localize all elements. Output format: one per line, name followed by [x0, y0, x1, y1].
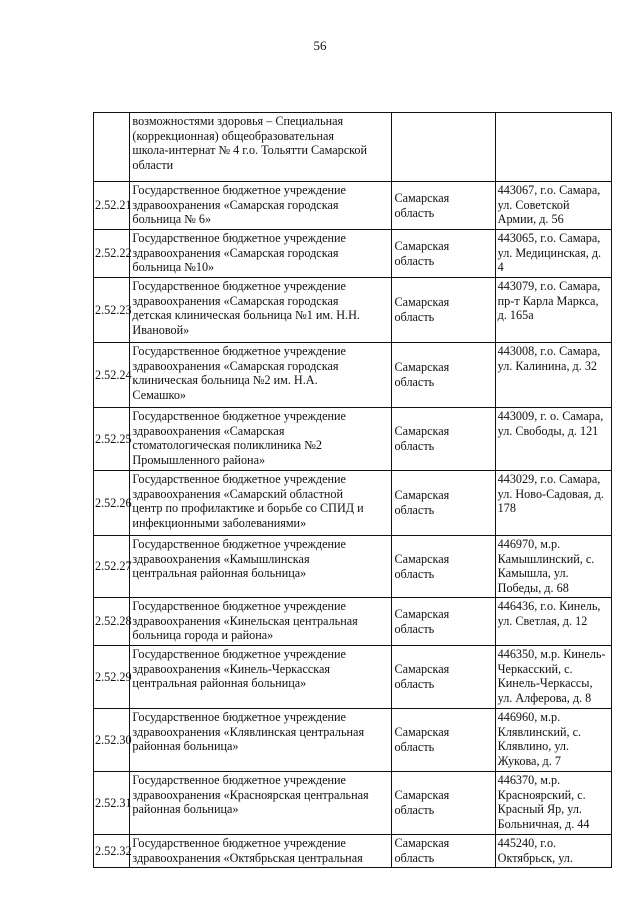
address [495, 278, 611, 343]
region-line: Самарская [394, 551, 450, 566]
region-line: область [394, 566, 435, 581]
institution-name-line: здравоохранения «Октябрьская центральная [132, 850, 363, 865]
region-line: область [394, 803, 435, 817]
table-row [94, 230, 612, 278]
region [392, 772, 495, 835]
address-line: Красноярский, с. [497, 787, 586, 802]
institution-name-line: больница города и района» [132, 628, 274, 643]
address-line: Армии, д. 56 [497, 212, 564, 227]
institution-name-line: Государственное бюджетное учреждение [132, 836, 346, 850]
institution-name-line: здравоохранения «Самарский областной [132, 486, 344, 501]
institution-name-line: области [132, 157, 174, 172]
region-line: Самарская [394, 424, 450, 439]
address-line: 445240, г.о. [497, 836, 557, 850]
address-line: Камышла, ул. [497, 566, 569, 581]
region-line: Самарская [394, 295, 450, 310]
region-line: область [394, 375, 435, 389]
table-row [94, 598, 612, 646]
institution-name [130, 408, 392, 471]
table-row [94, 772, 612, 835]
row-number: 2.52.21 [94, 182, 130, 230]
institution-name-line: здравоохранения «Самарская городская [132, 245, 339, 260]
page-number: 56 [313, 38, 327, 53]
address-line: 446370, м.р. [497, 773, 561, 787]
address-line: ул. Свободы, д. 121 [497, 423, 599, 438]
row-number: 2.52.23 [94, 278, 130, 343]
address-line: 443067, г.о. Самара, [497, 183, 601, 197]
institution-name-line: Государственное бюджетное учреждение [132, 344, 346, 358]
address-line: ул. Калинина, д. 32 [497, 358, 598, 373]
institution-name-line: центральная районная больница» [132, 676, 307, 691]
address [495, 598, 611, 646]
region-line: область [394, 740, 435, 754]
region-line: область [394, 677, 435, 691]
table-row [94, 113, 612, 182]
institution-name [130, 230, 392, 278]
institution-name [130, 182, 392, 230]
institution-name [130, 835, 392, 868]
institution-name-line: стоматологическая поликлиника №2 [132, 438, 322, 453]
address-line: 443009, г. о. Самара, [497, 409, 604, 423]
row-number: 2.52.31 [94, 772, 130, 835]
address-line: Клявлинский, с. [497, 724, 582, 739]
address-line: ул. Светлая, д. 12 [497, 613, 588, 628]
row-number: 2.52.29 [94, 646, 130, 709]
institution-name-line: Семашко» [132, 387, 187, 402]
table-row [94, 408, 612, 471]
institution-name-line: здравоохранения «Кинель-Черкасская [132, 661, 331, 676]
address-line: 4 [497, 260, 504, 275]
institution-name [130, 343, 392, 408]
region-line: область [394, 621, 435, 636]
table-row [94, 646, 612, 709]
table-row [94, 709, 612, 772]
region [392, 113, 495, 182]
institution-name-line: Ивановой» [132, 322, 190, 337]
region-line: Самарская [394, 788, 450, 803]
address-line: Красный Яр, ул. [497, 802, 582, 817]
institution-name-line: здравоохранения «Красноярская центральная [132, 787, 369, 802]
row-number: 2.52.25 [94, 408, 130, 471]
institution-name [130, 709, 392, 772]
institution-name-line: больница № 6» [132, 212, 212, 227]
address [495, 230, 611, 278]
institution-name-line: центральная районная больница» [132, 566, 307, 581]
institution-name-line: здравоохранения «Клявлинская центральная [132, 724, 365, 739]
region-line: область [394, 310, 435, 324]
address-line: пр-т Карла Маркса, [497, 293, 599, 308]
address-line: 443008, г.о. Самара, [497, 344, 601, 358]
region-line: Самарская [394, 725, 450, 740]
institution-name [130, 646, 392, 709]
region [392, 278, 495, 343]
institution-name-line: здравоохранения «Самарская городская [132, 197, 339, 212]
institution-name-line: возможностями здоровья – Специальная [132, 114, 344, 128]
address [495, 471, 611, 536]
address-line: Клявлино, ул. [497, 739, 570, 754]
address-line: Камышлинский, с. [497, 551, 595, 566]
institution-name-line: здравоохранения «Самарская городская [132, 293, 339, 308]
address-line: ул. Ново-Садовая, д. [497, 486, 604, 501]
table-row [94, 536, 612, 598]
institution-name-line: Государственное бюджетное учреждение [132, 537, 346, 551]
address-line: 178 [497, 501, 516, 516]
institution-name-line: Государственное бюджетное учреждение [132, 472, 346, 486]
region-line: Самарская [394, 238, 450, 253]
address [495, 835, 611, 868]
institution-name-line: детская клиническая больница №1 им. Н.Н. [132, 308, 360, 323]
table-row [94, 182, 612, 230]
institution-name-line: инфекционными заболеваниями» [132, 515, 307, 530]
institution-name-line: здравоохранения «Камышлинская [132, 551, 310, 566]
region [392, 471, 495, 536]
region-line: Самарская [394, 606, 450, 621]
institution-name-line: (коррекционная) общеобразовательная [132, 128, 335, 143]
address-line: ул. Медицинская, д. [497, 245, 602, 260]
institution-name [130, 471, 392, 536]
table-row [94, 343, 612, 408]
address-line: ул. Алферова, д. 8 [497, 690, 592, 705]
address [495, 772, 611, 835]
address-line: Жукова, д. 7 [497, 753, 561, 768]
institution-name [130, 598, 392, 646]
address-line: 446436, г.о. Кинель, [497, 599, 601, 613]
region [392, 598, 495, 646]
row-number: 2.52.22 [94, 230, 130, 278]
institution-name-line: здравоохранения «Самарская городская [132, 358, 339, 373]
address-line: Кинель-Черкассы, [497, 676, 593, 691]
region [392, 709, 495, 772]
table-row [94, 278, 612, 343]
address [495, 408, 611, 471]
region [392, 835, 495, 868]
region [392, 182, 495, 230]
table-body [94, 113, 612, 868]
institution-name-line: центр по профилактике и борьбе со СПИД и [132, 501, 364, 516]
row-number: 2.52.32 [94, 835, 130, 868]
address [495, 536, 611, 598]
address-line: 443065, г.о. Самара, [497, 231, 601, 245]
address-line: Победы, д. 68 [497, 580, 569, 595]
row-number: 2.52.24 [94, 343, 130, 408]
region-line: область [394, 253, 435, 268]
address-line: 443079, г.о. Самара, [497, 279, 601, 293]
institutions-table [93, 112, 612, 868]
institution-name-line: Государственное бюджетное учреждение [132, 710, 346, 724]
address-line: ул. Советской [497, 197, 570, 212]
row-number [94, 113, 130, 182]
table-row [94, 471, 612, 536]
region-line: область [394, 439, 435, 453]
institution-name-line: Государственное бюджетное учреждение [132, 773, 346, 787]
address-line: Больничная, д. 44 [497, 816, 590, 831]
region [392, 343, 495, 408]
address [495, 343, 611, 408]
address [495, 646, 611, 709]
region-line: область [394, 851, 435, 865]
institution-name-line: Промышленного района» [132, 452, 266, 467]
region-line: Самарская [394, 190, 450, 205]
institution-name-line: школа-интернат № 4 г.о. Тольятти Самарской [132, 143, 368, 158]
address-line: 446960, м.р. [497, 710, 561, 724]
region-line: Самарская [394, 360, 450, 375]
institution-name-line: больница №10» [132, 260, 215, 275]
address-line: Октябрьск, ул. [497, 850, 573, 865]
address [495, 182, 611, 230]
institution-name-line: здравоохранения «Самарская [132, 423, 285, 438]
region-line: Самарская [394, 488, 450, 503]
address [495, 113, 611, 182]
table-row [94, 835, 612, 868]
institution-name [130, 113, 392, 182]
region [392, 536, 495, 598]
address-line: 446970, м.р. [497, 537, 561, 551]
region-line: Самарская [394, 836, 450, 851]
row-number: 2.52.30 [94, 709, 130, 772]
institution-name-line: Государственное бюджетное учреждение [132, 231, 346, 245]
address [495, 709, 611, 772]
region-line: область [394, 205, 435, 220]
row-number: 2.52.28 [94, 598, 130, 646]
address-line: 446350, м.р. Кинель- [497, 647, 606, 661]
region [392, 230, 495, 278]
region-line: Самарская [394, 662, 450, 677]
institution-name-line: клиническая больница №2 им. Н.А. [132, 373, 318, 388]
institution-name-line: районная больница» [132, 739, 239, 754]
institution-name-line: Государственное бюджетное учреждение [132, 599, 346, 613]
row-number: 2.52.26 [94, 471, 130, 536]
institution-name-line: Государственное бюджетное учреждение [132, 279, 346, 293]
institution-name-line: здравоохранения «Кинельская центральная [132, 613, 358, 628]
institution-name [130, 772, 392, 835]
row-number: 2.52.27 [94, 536, 130, 598]
region [392, 646, 495, 709]
address-line: Черкасский, с. [497, 661, 573, 676]
institution-name-line: Государственное бюджетное учреждение [132, 647, 346, 661]
institution-name-line: районная больница» [132, 802, 239, 817]
institution-name [130, 536, 392, 598]
institution-name-line: Государственное бюджетное учреждение [132, 183, 346, 197]
region-line: область [394, 503, 435, 517]
region [392, 408, 495, 471]
address-line: д. 165а [497, 308, 534, 323]
address-line: 443029, г.о. Самара, [497, 472, 601, 486]
institution-name [130, 278, 392, 343]
institution-name-line: Государственное бюджетное учреждение [132, 409, 346, 423]
